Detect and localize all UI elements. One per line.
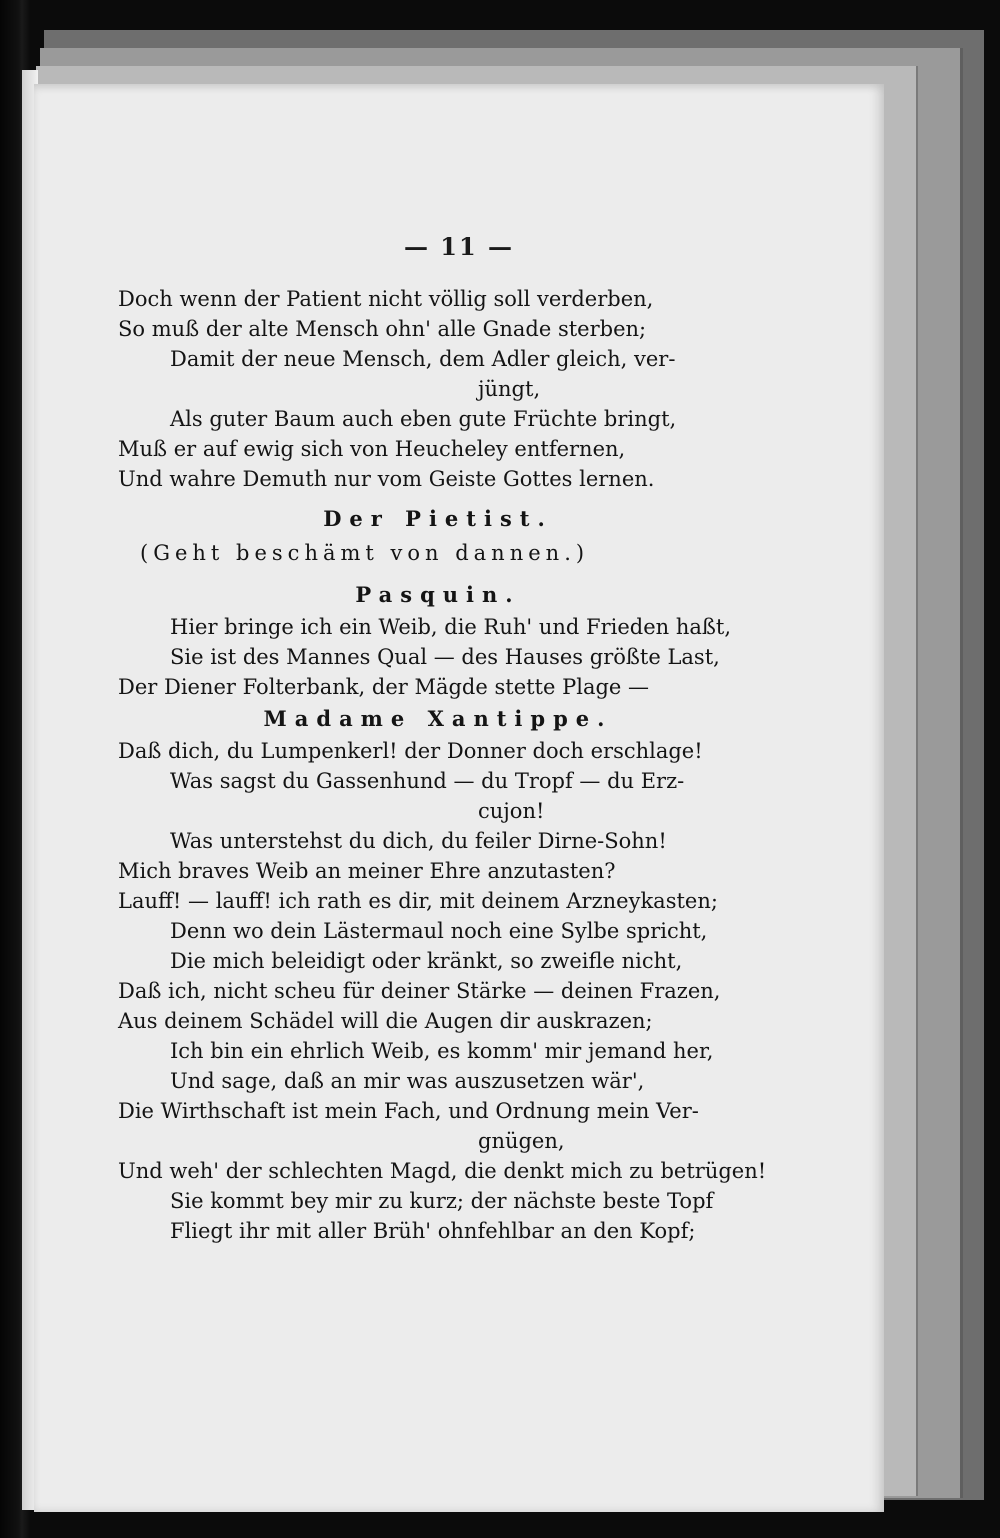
verse-line: Damit der neue Mensch, dem Adler gleich, ver- bbox=[170, 347, 676, 371]
verse-line: Mich braves Weib an meiner Ehre anzutasten? bbox=[118, 859, 616, 883]
verse-line: Sie ist des Mannes Qual — des Hauses größte Last, bbox=[170, 645, 720, 669]
page-text bbox=[118, 284, 767, 1246]
verse-line: Und sage, daß an mir was auszusetzen wär', bbox=[170, 1069, 645, 1093]
page-number: — 11 — bbox=[403, 232, 515, 261]
verse-line: Doch wenn der Patient nicht völlig soll verderben, bbox=[118, 287, 654, 311]
verse-line: Was sagst du Gassenhund — du Tropf — du Erz- bbox=[170, 769, 685, 793]
verse-line: Hier bringe ich ein Weib, die Ruh' und Frieden haßt, bbox=[170, 615, 732, 639]
verse-line: Denn wo dein Lästermaul noch eine Sylbe spricht, bbox=[170, 919, 708, 943]
speaker-heading: Der Pietist. bbox=[323, 506, 553, 531]
speaker-heading: Pasquin. bbox=[355, 582, 521, 607]
verse-line: Muß er auf ewig sich von Heucheley entfernen, bbox=[118, 437, 626, 461]
verse-line: Die mich beleidigt oder kränkt, so zweifle nicht, bbox=[170, 949, 683, 973]
verse-line: Daß ich, nicht scheu für deiner Stärke — deinen Frazen, bbox=[118, 979, 721, 1003]
verse-line: Als guter Baum auch eben gute Früchte bringt, bbox=[170, 407, 677, 431]
verse-line: Lauff! — lauff! ich rath es dir, mit deinem Arzneykasten; bbox=[118, 889, 718, 913]
stage-direction: (Geht beschämt von dannen.) bbox=[140, 541, 590, 565]
speaker-heading: Madame Xantippe. bbox=[263, 706, 613, 731]
verse-line: Und weh' der schlechten Magd, die denkt mich zu betrügen! bbox=[118, 1159, 767, 1183]
verse-line-continuation: jüngt, bbox=[478, 377, 541, 401]
verse-line: Die Wirthschaft ist mein Fach, und Ordnung mein Ver- bbox=[118, 1099, 699, 1123]
book-page bbox=[34, 84, 884, 1512]
verse-line: Fliegt ihr mit aller Brüh' ohnfehlbar an den Kopf; bbox=[170, 1219, 696, 1243]
verse-line: Daß dich, du Lumpenkerl! der Donner doch erschlage! bbox=[118, 739, 703, 763]
verse-line: Sie kommt bey mir zu kurz; der nächste beste Topf bbox=[170, 1189, 714, 1213]
verse-line: So muß der alte Mensch ohn' alle Gnade sterben; bbox=[118, 317, 647, 341]
verse-line: Aus deinem Schädel will die Augen dir auskrazen; bbox=[118, 1009, 653, 1033]
verse-line-continuation: cujon! bbox=[478, 799, 545, 823]
verse-line: Ich bin ein ehrlich Weib, es komm' mir jemand her, bbox=[170, 1039, 714, 1063]
verse-line: Was unterstehst du dich, du feiler Dirne-Sohn! bbox=[170, 829, 667, 853]
verse-line-continuation: gnügen, bbox=[478, 1129, 565, 1153]
verse-line: Und wahre Demuth nur vom Geiste Gottes lernen. bbox=[118, 467, 655, 491]
verse-line: Der Diener Folterbank, der Mägde stette Plage — bbox=[118, 675, 650, 699]
